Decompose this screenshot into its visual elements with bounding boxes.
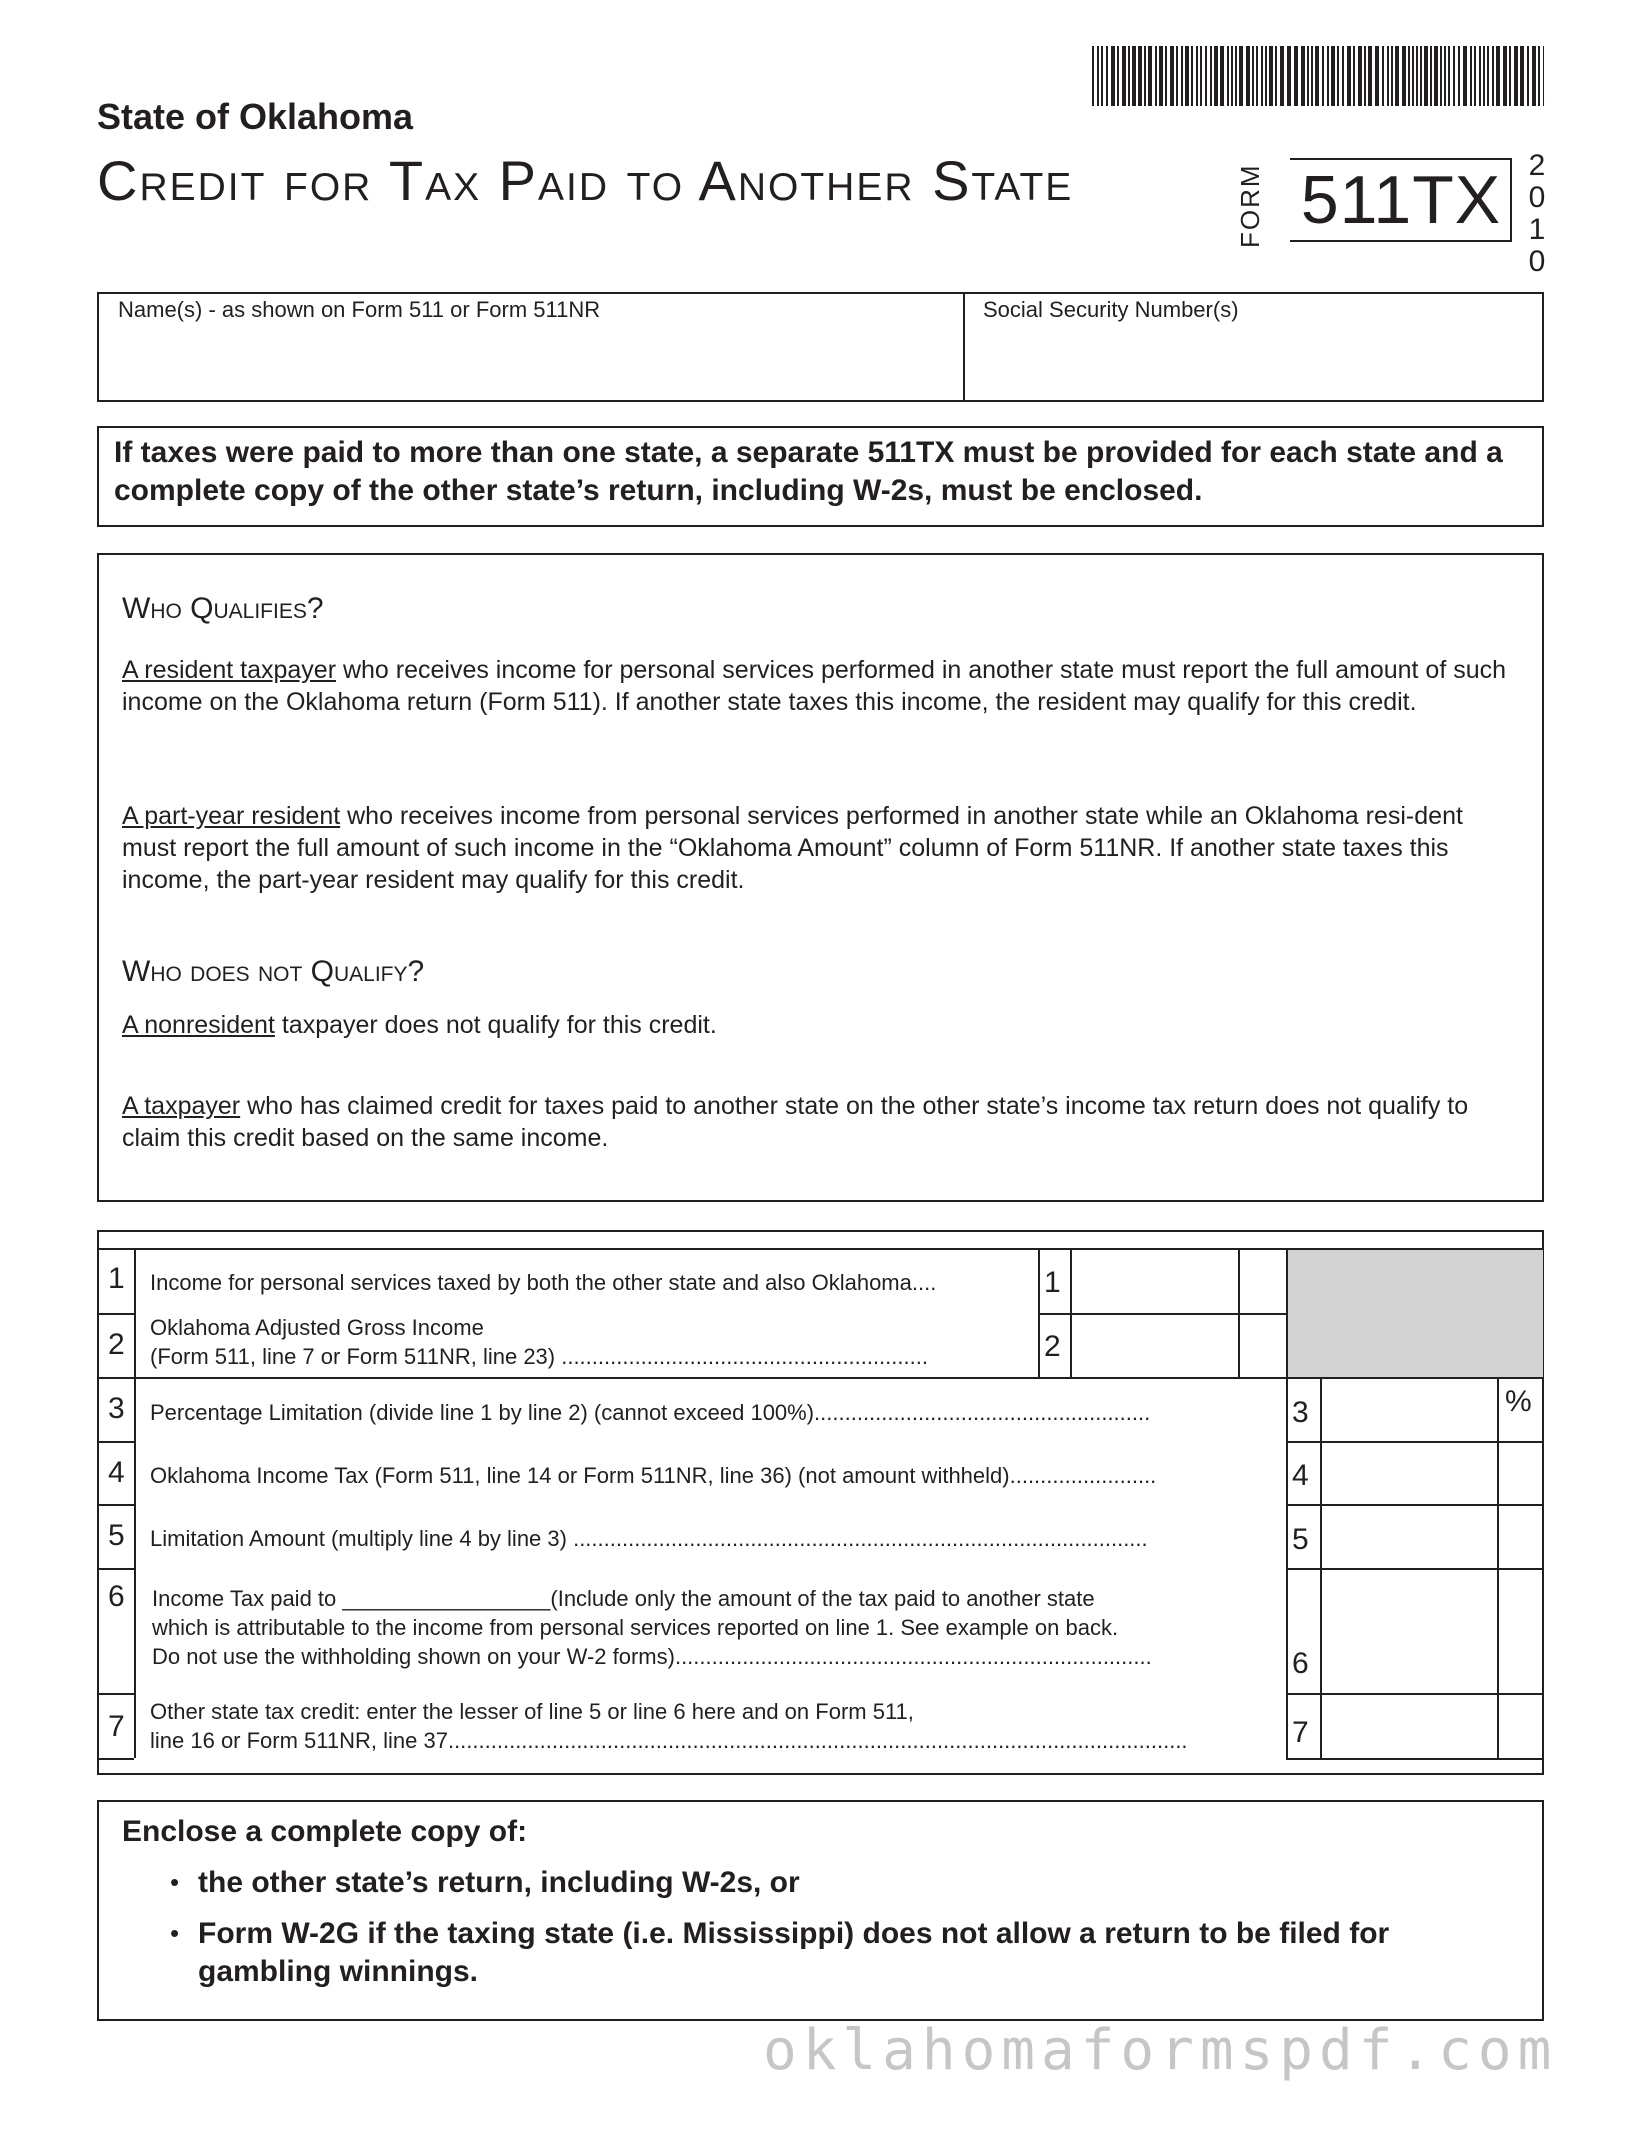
line-6-label-a: Income Tax paid to _________________(Include only the amount of the tax paid to another state (152, 1586, 1095, 1611)
barcode-bar (1322, 46, 1324, 106)
barcode-bar (1444, 46, 1446, 106)
barcode-bar (1155, 46, 1157, 106)
barcode-bar (1353, 46, 1355, 106)
form-number: 511TX (1300, 162, 1502, 238)
barcode-bar (1458, 46, 1460, 106)
barcode-bar (1106, 46, 1108, 106)
watermark: oklahomaformspdf.com (763, 2018, 1558, 2083)
line-3-number: 3 (108, 1392, 125, 1425)
bullet: • (170, 1867, 180, 1897)
inner-box-rule (1286, 1248, 1288, 1377)
barcode-bar (1412, 46, 1414, 106)
line-6-amount-field[interactable] (1322, 1570, 1497, 1693)
enclose-item-1: the other state’s return, including W-2s, or (198, 1866, 800, 1899)
barcode-bar (1430, 46, 1432, 106)
line-2-amount-field[interactable] (1072, 1315, 1238, 1377)
barcode-bar (1487, 46, 1489, 106)
barcode-bar (1148, 46, 1152, 106)
barcode-bar (1132, 46, 1136, 106)
line-4-box-number: 4 (1292, 1459, 1309, 1492)
form-word: FORM (1235, 163, 1265, 248)
barcode-bar (1287, 46, 1291, 106)
barcode-bar (1214, 46, 1218, 106)
row-rule (97, 1441, 134, 1443)
barcode-bar (1382, 46, 1384, 106)
line-5-number: 5 (108, 1519, 125, 1552)
part-year-term: A part-year resident (122, 802, 341, 830)
who-qualifies-heading: Who Qualifies? (122, 592, 324, 625)
line-5-box-number: 5 (1292, 1523, 1309, 1556)
barcode-bar (1301, 46, 1305, 106)
barcode-bar (1347, 46, 1351, 106)
line-7-label-a: Other state tax credit: enter the lesser of line 5 or line 6 here and on Form 511, (150, 1699, 914, 1724)
barcode-bar (1200, 46, 1202, 106)
barcode-bar (1543, 46, 1544, 106)
barcode-bar (1474, 46, 1476, 106)
barcode-bar (1503, 46, 1507, 106)
barcode-bar (1280, 46, 1284, 106)
row-rule (97, 1504, 134, 1506)
resident-term: A resident taxpayer (122, 656, 337, 684)
nonresident-term: A nonresident (122, 1011, 275, 1039)
barcode-bar (1185, 46, 1189, 106)
barcode-bar (1170, 46, 1174, 106)
barcode-bar (1470, 46, 1472, 106)
barcode-bar (1159, 46, 1163, 106)
barcode-bar (1205, 46, 1207, 106)
row-rule (1286, 1758, 1544, 1760)
line-4-label: Oklahoma Income Tax (Form 511, line 14 or Form 511NR, line 36) (not amount withheld)........................ (150, 1463, 1157, 1488)
line-5-amount-field[interactable] (1322, 1506, 1497, 1568)
number-column-rule (134, 1248, 136, 1758)
barcode-bar (1269, 46, 1273, 106)
line-6-label-c: Do not use the withholding shown on your W-2 forms).............................................................................. (152, 1644, 1152, 1669)
line-7-box-number: 7 (1292, 1716, 1309, 1749)
line-2-box-number: 2 (1044, 1330, 1061, 1363)
name-field-label: Name(s) - as shown on Form 511 or Form 511NR (118, 297, 601, 322)
barcode-bar (1395, 46, 1399, 106)
taxpayer-paragraph: A taxpayer who has claimed credit for taxes paid to another state on the other state’s income tax return does not qualify to claim this credit based on the same income. (122, 1092, 1469, 1152)
form-title: Credit for Tax Paid to Another State (97, 149, 1074, 212)
barcode-bar (1327, 46, 1329, 106)
barcode-bar (1122, 46, 1126, 106)
barcode-bar (1092, 46, 1094, 106)
line-7-number: 7 (108, 1710, 125, 1743)
line-1-amount-field[interactable] (1072, 1250, 1238, 1312)
barcode-bar (1509, 46, 1511, 106)
barcode-bar (1342, 46, 1344, 106)
line-1-label: Income for personal services taxed by both the other state and also Oklahoma.... (150, 1270, 937, 1295)
line-3-box-number: 3 (1292, 1396, 1309, 1429)
barcode-bar (1337, 46, 1339, 106)
line-2-label-a: Oklahoma Adjusted Gross Income (150, 1315, 484, 1340)
enclose-item-2: Form W-2G if the taxing state (i.e. Mississippi) does not allow a return to be filed for gambling winnings. (198, 1917, 1390, 1988)
barcode-bar (1265, 46, 1267, 106)
row-rule (97, 1758, 134, 1760)
barcode-bar (1275, 46, 1277, 106)
barcode-bar (1235, 46, 1237, 106)
barcode-bar (1408, 46, 1410, 106)
barcode-bar (1311, 46, 1313, 106)
barcode-bar (1520, 46, 1524, 106)
barcode-bar (1227, 46, 1229, 106)
barcode-bar (1176, 46, 1178, 106)
barcode-bar (1364, 46, 1366, 106)
barcode-bar (1196, 46, 1198, 106)
barcode-bar (1496, 46, 1500, 106)
barcode-bar (1448, 46, 1450, 106)
part-year-paragraph: A part-year resident who receives income from personal services performed in another state while an Oklahoma resi-dent must report the full amount of such income in the “Oklahoma Amount” column of Form 511NR. If another state taxes this income, the part-year resident may qualify for this credit. (122, 802, 1463, 894)
barcode-bar (1420, 46, 1422, 106)
line-6-box-number: 6 (1292, 1647, 1309, 1680)
barcode-bar (1368, 46, 1372, 106)
barcode-bar (1128, 46, 1130, 106)
barcode-bar (1453, 46, 1455, 106)
name-ssn-divider (963, 292, 965, 402)
barcode-bar (1246, 46, 1250, 106)
barcode-bar (1492, 46, 1494, 106)
barcode-bar (1239, 46, 1243, 106)
barcode-bar (1315, 46, 1319, 106)
row-rule (97, 1568, 134, 1570)
bullet: • (170, 1918, 180, 1948)
barcode-bar (1375, 46, 1379, 106)
barcode-bar (1307, 46, 1309, 106)
notice-text: If taxes were paid to more than one state, a separate 511TX must be provided for each state and a complete copy of the other state’s return, including W-2s, must be enclosed. (114, 436, 1503, 507)
row-rule (97, 1693, 134, 1695)
ssn-field-label: Social Security Number(s) (983, 297, 1239, 322)
line-3-amount-field[interactable] (1322, 1379, 1497, 1441)
line-7-amount-field[interactable] (1322, 1695, 1497, 1758)
barcode-bar (1097, 46, 1099, 106)
barcode-bar (1294, 46, 1298, 106)
barcode-bar (1165, 46, 1167, 106)
barcode-bar (1256, 46, 1258, 106)
barcode-bar (1111, 46, 1115, 106)
line-1-box-number: 1 (1044, 1266, 1061, 1299)
barcode-bar (1138, 46, 1142, 106)
barcode-bar (1252, 46, 1254, 106)
barcode-bar (1144, 46, 1146, 106)
barcode-bar (1424, 46, 1428, 106)
barcode-bar (1514, 46, 1518, 106)
line-2-label-b: (Form 511, line 7 or Form 511NR, line 23) ............................................................ (150, 1344, 928, 1369)
barcode-bar (1220, 46, 1224, 106)
barcode-bar (1181, 46, 1183, 106)
line-1-number: 1 (108, 1262, 125, 1295)
barcode-bar (1387, 46, 1389, 106)
barcode-bar (1479, 46, 1481, 106)
barcode-bar (1331, 46, 1335, 106)
nonresident-paragraph: A nonresident taxpayer does not qualify for this credit. (122, 1011, 717, 1039)
barcode-bar (1101, 46, 1103, 106)
line-7-label-b: line 16 or Form 511NR, line 37......................................................................................................................... (150, 1728, 1188, 1753)
line-6-label-b: which is attributable to the income from personal services reported on line 1. See example on back. (152, 1615, 1119, 1640)
barcode-bar (1538, 46, 1540, 106)
resident-paragraph: A resident taxpayer who receives income for personal services performed in another state must report the full amount of such income on the Oklahoma return (Form 511). If another state taxes this income, the resident may qualify for this credit. (122, 656, 1507, 716)
line-2-number: 2 (108, 1328, 125, 1361)
form-year: 2010 (1528, 149, 1546, 278)
line-4-amount-field[interactable] (1322, 1443, 1497, 1504)
barcode-bar (1191, 46, 1193, 106)
barcode-bar (1231, 46, 1233, 106)
line-5-label: Limitation Amount (multiply line 4 by line 3) .............................................................................................. (150, 1526, 1148, 1551)
line-3-label: Percentage Limitation (divide line 1 by line 2) (cannot exceed 100%)....................................................... (150, 1400, 1151, 1425)
barcode-bar (1402, 46, 1406, 106)
barcode (1092, 46, 1544, 106)
state-label: State of Oklahoma (97, 96, 414, 137)
row-rule (97, 1313, 134, 1315)
barcode-bar (1391, 46, 1393, 106)
barcode-bar (1416, 46, 1418, 106)
barcode-bar (1527, 46, 1529, 106)
shaded-area (1286, 1250, 1543, 1378)
line-4-number: 4 (108, 1456, 125, 1489)
barcode-bar (1358, 46, 1362, 106)
barcode-bar (1210, 46, 1212, 106)
barcode-bar (1532, 46, 1536, 106)
who-does-not-qualify-heading: Who does not Qualify? (122, 955, 425, 988)
line-6-number: 6 (108, 1580, 125, 1613)
barcode-bar (1463, 46, 1467, 106)
taxpayer-term: A taxpayer (122, 1092, 241, 1120)
barcode-bar (1261, 46, 1263, 106)
barcode-bar (1483, 46, 1485, 106)
percent-sign: % (1505, 1385, 1532, 1418)
barcode-bar (1434, 46, 1438, 106)
barcode-bar (1117, 46, 1119, 106)
barcode-bar (1440, 46, 1442, 106)
enclose-title: Enclose a complete copy of: (122, 1815, 528, 1848)
